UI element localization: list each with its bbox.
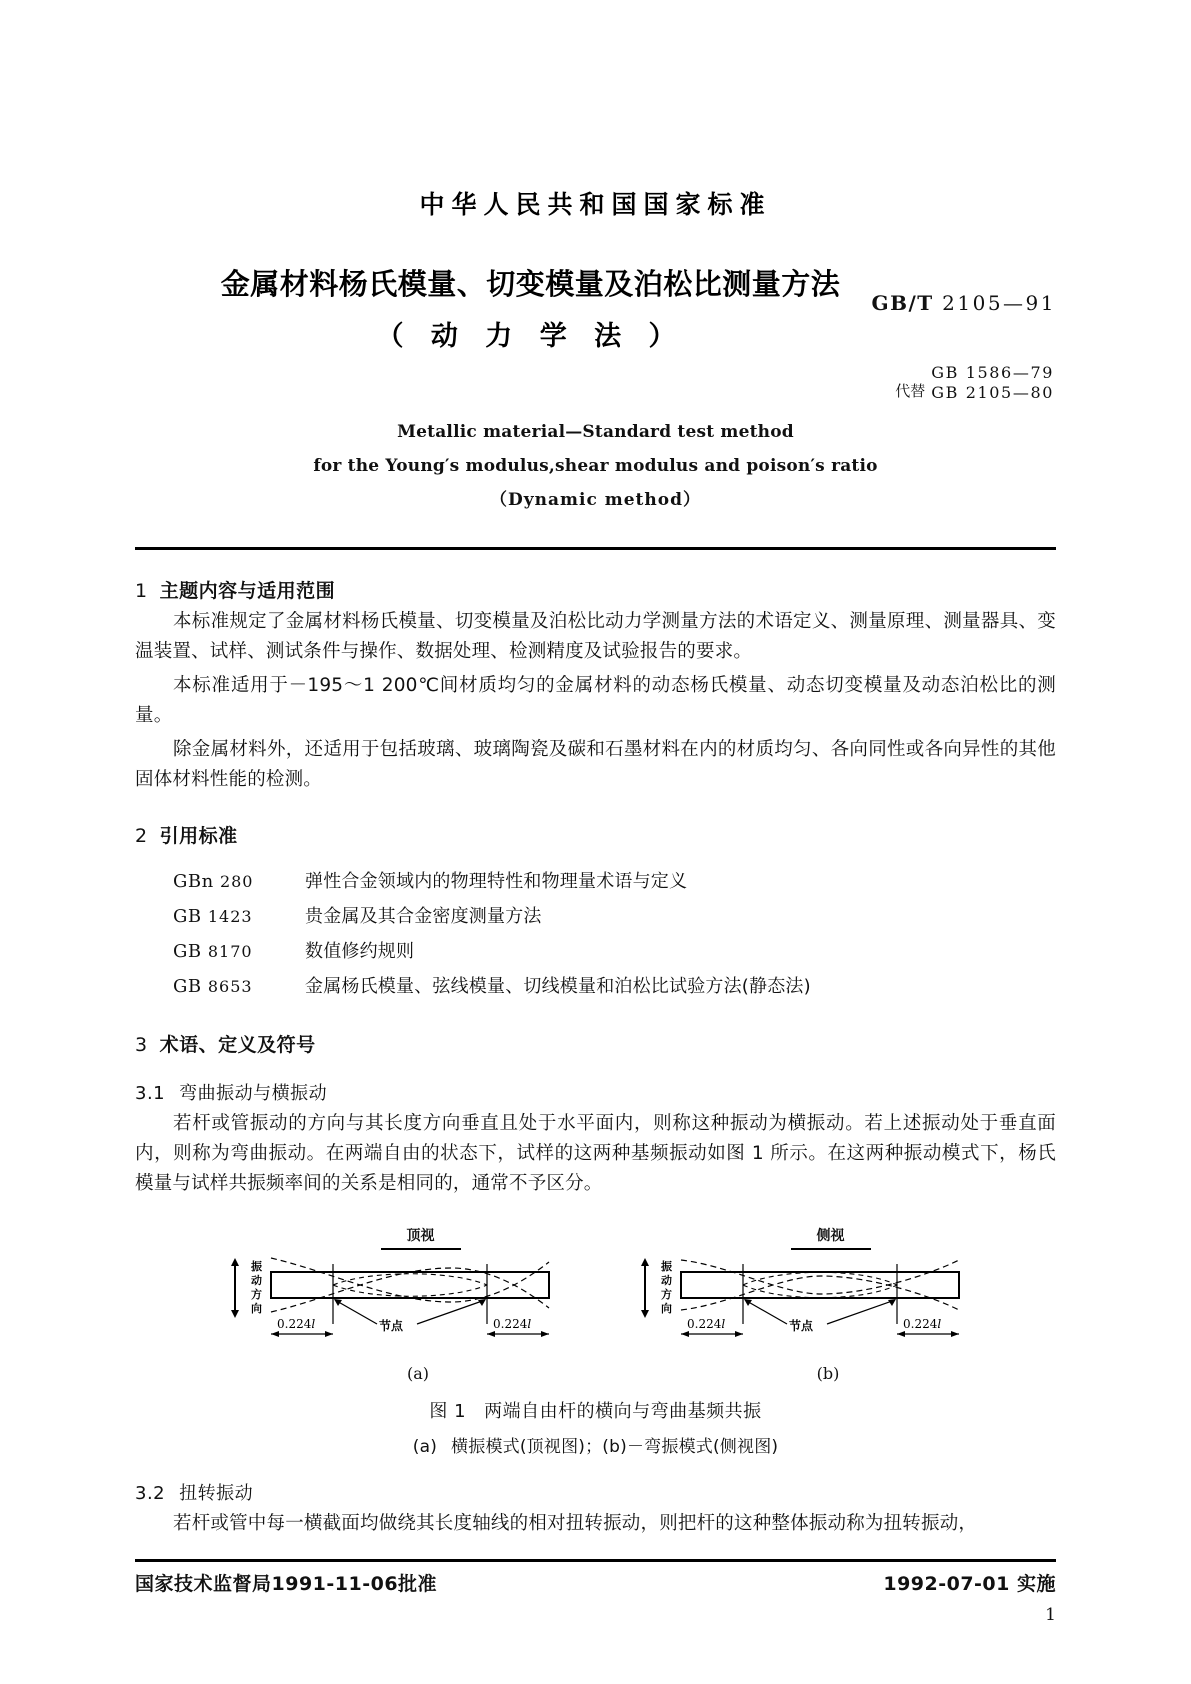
page-content [135, 0, 1056, 1684]
subsection-title-3-2: 扭转振动 [179, 1483, 254, 1505]
reference-prefix: GB [173, 941, 202, 962]
svg-text:方: 方 [250, 1288, 262, 1302]
subsection-3-1-paragraph: 若杆或管振动的方向与其长度方向垂直且处于水平面内，则称这种振动为横振动。若上述振动处于垂直面内，则称为弯曲振动。在两端自由的状态下，试样的这两种基频振动如图 1 所示。在这两种振动模式下，杨氏模量与试样共振频率间的关系是相同的，通常不予区分。 [135, 1113, 1056, 1195]
section-heading-1 [135, 576, 1056, 603]
panel-a-node-label: 节点 [378, 1319, 403, 1334]
section-title-1: 主题内容与适用范围 [159, 580, 336, 602]
panel-a-label: (a) [406, 1364, 430, 1384]
subsection-number-3-1: 3.1 [135, 1083, 166, 1105]
figure-caption [135, 1397, 1056, 1423]
figure-caption-text: 两端自由杆的横向与弯曲基频共振 [484, 1401, 762, 1423]
replaces-block [895, 363, 1054, 403]
page-number: 1 [1045, 1605, 1056, 1625]
figure-subcaption [135, 1432, 1056, 1457]
panel-b-node-label: 节点 [788, 1319, 813, 1334]
reference-id: 280 [219, 871, 254, 891]
list-item [135, 864, 1056, 899]
replaces-label: 代替 [895, 382, 926, 400]
reference-id: 8170 [207, 942, 253, 961]
section-title-2: 引用标准 [159, 824, 238, 847]
figure-1 [135, 1225, 1056, 1457]
section-1-paragraph-2: 本标准适用于－195～1 200℃间材质均匀的金属材料的动态杨氏模量、动态切变模量及动态泊松比的测量。 [135, 674, 1056, 726]
replaces-item: GB 2105—80 [931, 383, 1054, 402]
footer-divider [135, 1559, 1056, 1562]
section-title-3: 术语、定义及符号 [159, 1034, 316, 1057]
english-title [135, 415, 1056, 517]
standard-code-prefix: GB/T [871, 291, 934, 315]
reference-id: 8653 [207, 977, 253, 997]
replaces-list [931, 363, 1054, 403]
panel-a-dim-left: 0.224l [276, 1317, 315, 1332]
figure-panel-b [631, 1225, 971, 1383]
section-heading-3 [135, 1030, 1056, 1057]
panel-b-diagram [631, 1250, 971, 1362]
english-title-line-1: Metallic material—Standard test method [397, 422, 794, 442]
standard-code-number: 2105—91 [942, 291, 1056, 315]
subsection-heading-3-1 [135, 1079, 1056, 1105]
figure-panels [135, 1225, 1056, 1383]
figure-caption-number: 图 1 [429, 1401, 467, 1423]
panel-b-dim-right: 0.224l [902, 1317, 941, 1332]
header-divider [135, 547, 1056, 550]
reference-id: 1423 [207, 906, 253, 926]
svg-text:动: 动 [250, 1274, 262, 1288]
referenced-standards-list [135, 864, 1056, 1004]
page-subtitle: （ 动 力 学 法 ） [376, 321, 685, 353]
section-number-2: 2 [135, 824, 148, 847]
svg-text:方: 方 [660, 1288, 672, 1302]
reference-title: 贵金属及其合金密度测量方法 [305, 905, 542, 927]
section-number-1: 1 [135, 580, 148, 602]
panel-b-view-title: 侧视 [631, 1225, 971, 1250]
section-1-paragraph-1: 本标准规定了金属材料杨氏模量、切变模量及泊松比动力学测量方法的术语定义、测量原理、测量器具、变温装置、试样、测试条件与操作、数据处理、检测精度及试验报告的要求。 [135, 611, 1056, 662]
english-title-line-3: （Dynamic method） [490, 490, 701, 510]
reference-prefix: GBn [173, 870, 214, 892]
reference-prefix: GB [173, 976, 202, 998]
svg-text:振: 振 [660, 1260, 672, 1274]
reference-prefix: GB [173, 905, 202, 927]
title-block [135, 266, 1056, 402]
replaces-item: GB 1586—79 [931, 363, 1054, 382]
page-footer [135, 1559, 1056, 1625]
reference-title: 金属杨氏模量、弦线模量、切线模量和泊松比试验方法(静态法) [305, 976, 811, 998]
standard-code [872, 291, 1057, 315]
list-item [135, 899, 1056, 934]
section-heading-2 [135, 821, 1056, 848]
english-title-line-2: for the Young′s modulus,shear modulus and poison′s ratio [313, 456, 878, 476]
reference-code [173, 969, 305, 1004]
list-item [135, 934, 1056, 969]
figure-subcaption-marker: (a) [412, 1437, 438, 1458]
panel-b-label: (b) [816, 1364, 840, 1384]
section-1-paragraph-3: 除金属材料外，还适用于包括玻璃、玻璃陶瓷及碳和石墨材料在内的材质均匀、各向同性或各向异性的其他固体材料性能的检测。 [135, 738, 1056, 790]
panel-b-dim-left: 0.224l [686, 1317, 725, 1332]
figure-panel-a [221, 1225, 561, 1383]
list-item [135, 969, 1056, 1004]
approval-text: 国家技术监督局1991-11-06批准 [135, 1573, 438, 1595]
panel-a-view-title: 顶视 [221, 1225, 561, 1250]
svg-text:向: 向 [250, 1302, 262, 1316]
panel-a-dim-right: 0.224l [492, 1317, 531, 1332]
section-number-3: 3 [135, 1034, 148, 1057]
svg-text:振: 振 [250, 1260, 262, 1274]
footer-row [135, 1569, 1056, 1596]
reference-code [173, 934, 305, 969]
subsection-number-3-2: 3.2 [135, 1483, 166, 1505]
reference-title: 数值修约规则 [305, 941, 415, 962]
svg-text:动: 动 [660, 1274, 672, 1288]
reference-title: 弹性合金领域内的物理特性和物理量术语与定义 [305, 870, 688, 892]
masthead [135, 0, 1056, 517]
page-title: 金属材料杨氏模量、切变模量及泊松比测量方法 [220, 267, 841, 301]
effective-date-text: 1992-07-01 实施 [883, 1573, 1056, 1595]
subsection-heading-3-2 [135, 1479, 1056, 1505]
figure-subcaption-text: 横振模式(顶视图)；(b)－弯振模式(侧视图) [451, 1437, 779, 1458]
panel-a-diagram [221, 1250, 561, 1362]
svg-text:向: 向 [660, 1302, 672, 1316]
subsection-title-3-1: 弯曲振动与横振动 [179, 1083, 328, 1105]
reference-code [173, 899, 305, 934]
national-standard-line: 中华人民共和国国家标准 [419, 190, 772, 219]
reference-code [173, 864, 305, 899]
subsection-3-2-paragraph: 若杆或管中每一横截面均做绕其长度轴线的相对扭转振动，则把杆的这种整体振动称为扭转振动， [173, 1513, 978, 1535]
